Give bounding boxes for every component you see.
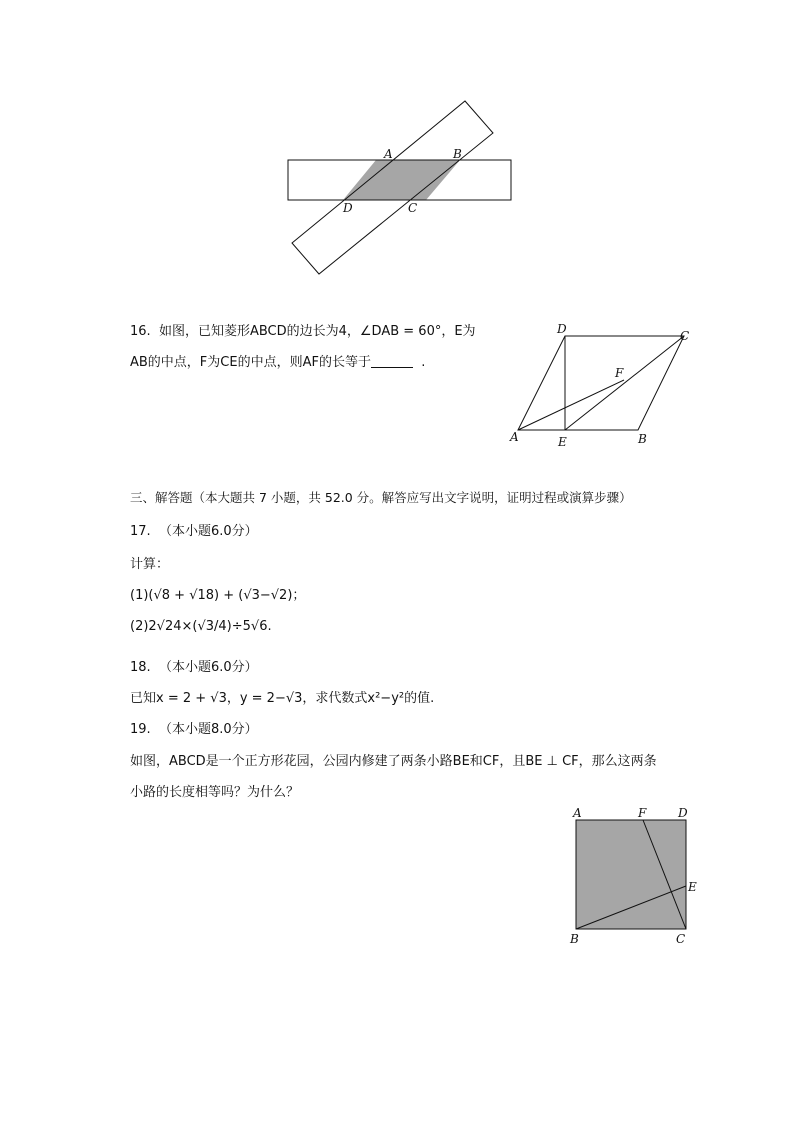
strips-figure xyxy=(280,95,520,280)
question-number: 19. xyxy=(130,722,151,737)
question-18-header xyxy=(130,656,258,675)
square-abcd xyxy=(576,820,686,929)
question-score: （本小题6.0分） xyxy=(158,660,258,675)
point-label-d: D xyxy=(557,322,567,336)
question-17-part-2: (2)2√24×(√3/4)÷5√6. xyxy=(130,619,272,634)
point-label-c: C xyxy=(676,932,686,946)
point-label-f: F xyxy=(615,366,624,380)
point-label-e: E xyxy=(558,435,567,449)
point-label-a: A xyxy=(573,806,582,820)
segment-af xyxy=(518,380,624,430)
point-label-a: A xyxy=(384,147,393,161)
answer-blank xyxy=(371,355,413,368)
question-text: 如图，已知菱形ABCD的边长为4，∠DAB = 60°，E为 xyxy=(158,324,476,339)
period: . xyxy=(421,355,426,370)
question-18-text: 已知x = 2 + √3，y = 2−√3，求代数式x²−y²的值. xyxy=(130,691,435,706)
question-19-line-2: 小路的长度相等吗？为什么？ xyxy=(130,785,300,800)
point-label-b: B xyxy=(453,147,462,161)
point-label-c: C xyxy=(680,329,690,343)
question-number: 16. xyxy=(130,324,151,339)
point-label-f: F xyxy=(638,806,647,820)
point-label-d: D xyxy=(678,806,688,820)
overlap-shaded-region xyxy=(343,160,460,200)
question-number: 18. xyxy=(130,660,151,675)
question-17-header xyxy=(130,520,258,539)
question-score: （本小题8.0分） xyxy=(158,722,258,737)
question-text: AB的中点，F为CE的中点，则AF的长等于 xyxy=(130,355,371,370)
question-17-part-1: (1)(√8 + √18) + (√3−√2)； xyxy=(130,588,306,603)
point-label-b: B xyxy=(570,932,579,946)
question-17-intro: 计算： xyxy=(130,557,170,572)
rhombus-abcd xyxy=(518,336,684,430)
point-label-b: B xyxy=(638,432,647,446)
question-score: （本小题6.0分） xyxy=(158,524,258,539)
section-heading: 三、解答题（本大题共 7 小题，共 52.0 分。解答应写出文字说明，证明过程或演算步骤） xyxy=(130,490,632,505)
segment-ec xyxy=(565,336,684,430)
square-garden-figure xyxy=(565,803,700,948)
rhombus-figure xyxy=(505,320,695,450)
question-number: 17. xyxy=(130,524,151,539)
question-16-line-2 xyxy=(130,351,425,370)
question-16-line-1 xyxy=(130,320,476,339)
point-label-c: C xyxy=(408,201,418,215)
point-label-d: D xyxy=(343,201,353,215)
point-label-a: A xyxy=(510,430,519,444)
point-label-e: E xyxy=(688,880,697,894)
question-19-header xyxy=(130,718,258,737)
question-19-line-1: 如图，ABCD是一个正方形花园，公园内修建了两条小路BE和CF，且BE ⊥ CF，那么这两条 xyxy=(130,754,657,769)
